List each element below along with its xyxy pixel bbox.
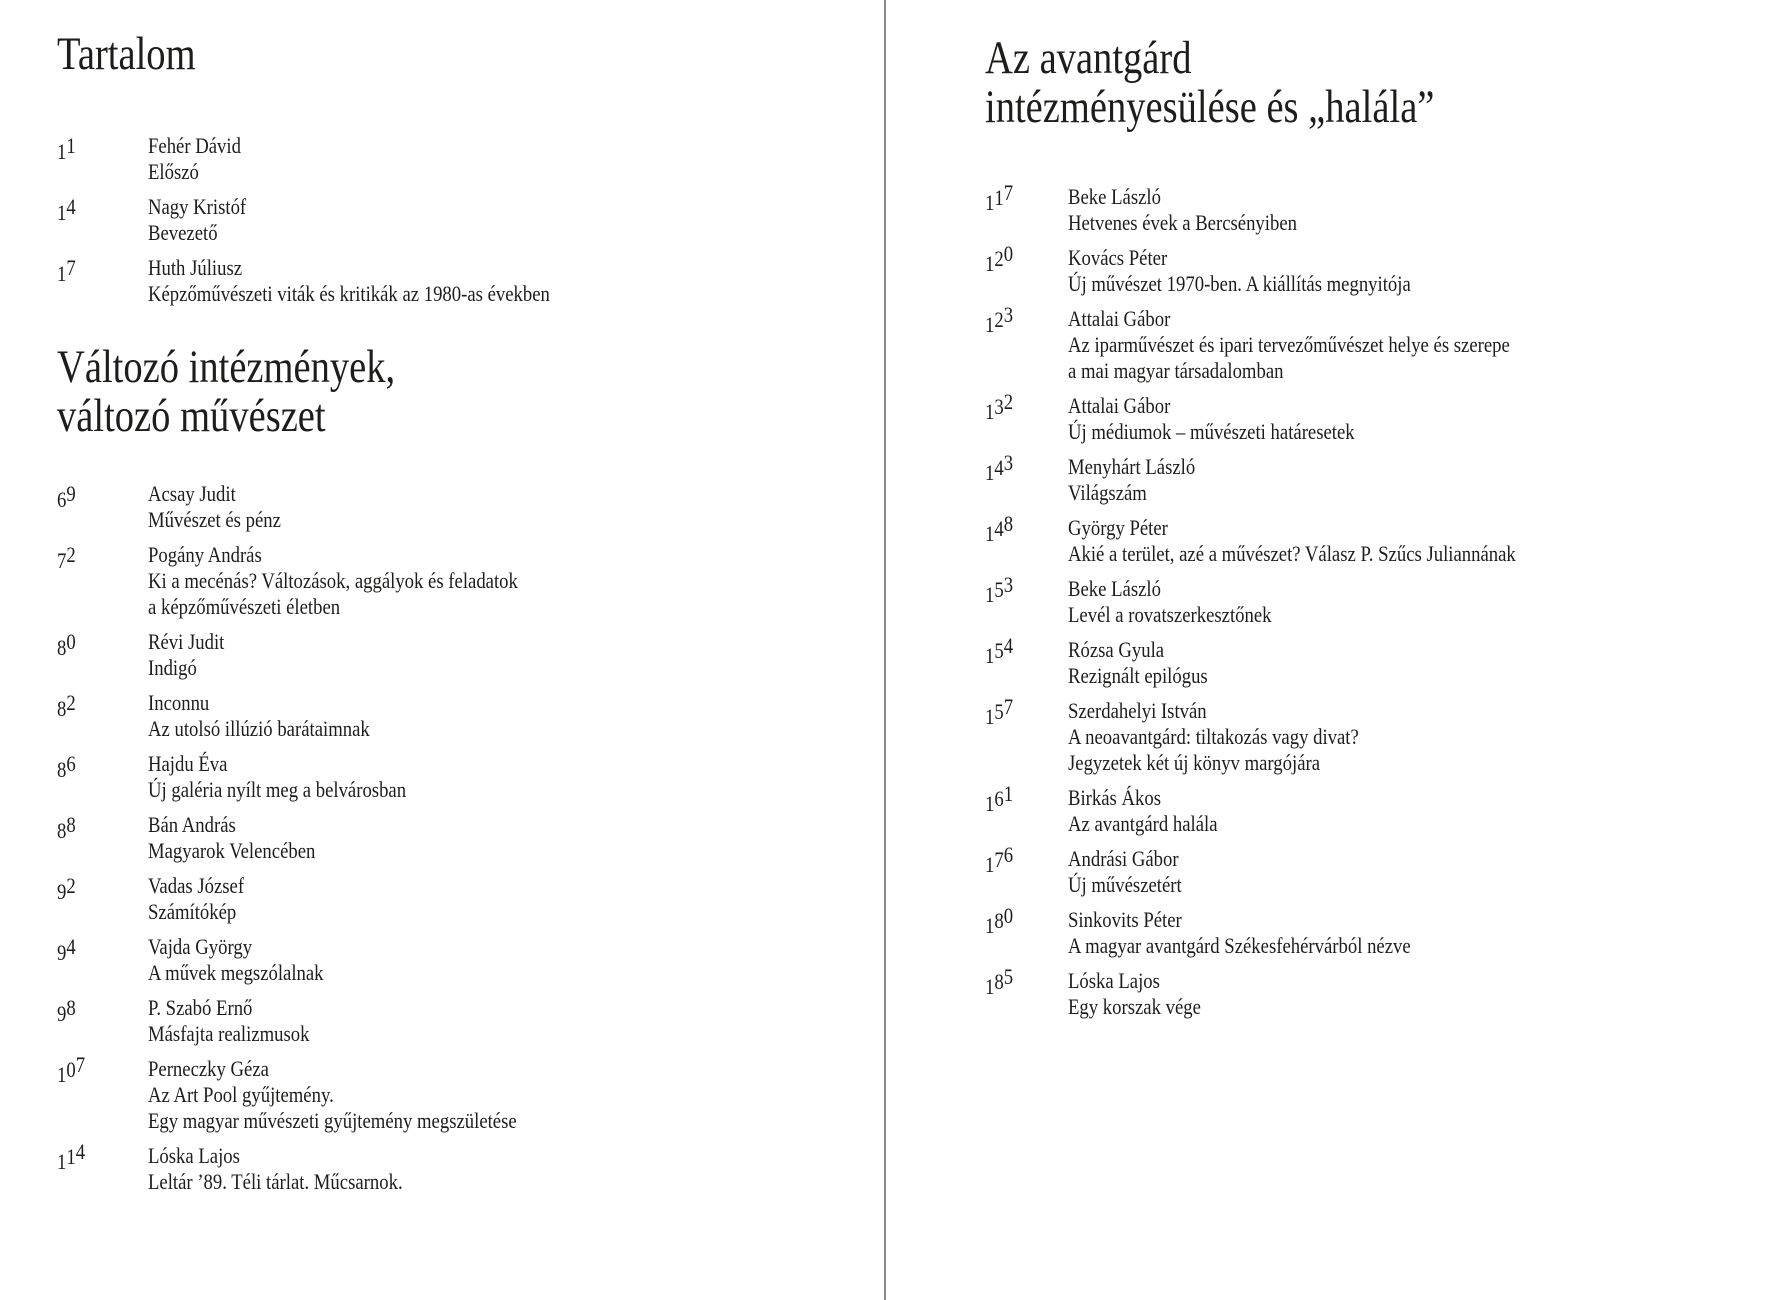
toc-entry bbox=[57, 481, 847, 533]
entry-title-line: Az utolsó illúzió barátaimnak bbox=[148, 716, 370, 741]
toc-entry bbox=[985, 180, 1755, 236]
page-number: 94 bbox=[57, 934, 76, 965]
toc-entry bbox=[985, 694, 1755, 776]
entry-author: Kovács Péter bbox=[1068, 245, 1168, 270]
toc-entry bbox=[57, 629, 847, 681]
page-number: 98 bbox=[57, 995, 76, 1026]
entry-text bbox=[148, 1143, 403, 1195]
entry-title-line: Leltár ’89. Téli tárlat. Műcsarnok. bbox=[148, 1169, 403, 1194]
page-number: 157 bbox=[985, 694, 1014, 729]
page-number: 72 bbox=[57, 542, 76, 573]
entry-title-line: Új médiumok – művészeti határesetek bbox=[1068, 419, 1355, 444]
toc-entry bbox=[985, 389, 1755, 445]
entry-author: Menyhárt László bbox=[1068, 454, 1196, 479]
entry-text bbox=[1068, 393, 1355, 445]
toc-entry bbox=[57, 995, 847, 1047]
entry-title-lines bbox=[148, 716, 370, 742]
entry-title-line: Számítókép bbox=[148, 899, 237, 924]
title-line: Az avantgárd bbox=[985, 32, 1192, 84]
entry-title-line: Az iparművészet és ipari tervezőművészet helye és szerepe bbox=[1068, 332, 1510, 357]
entry-author: Perneczky Géza bbox=[148, 1056, 269, 1081]
entry-title-line: a képzőművészeti életben bbox=[148, 594, 341, 619]
entry-title-lines bbox=[148, 568, 518, 620]
entry-author: Birkás Ákos bbox=[1068, 785, 1161, 810]
page-number: 185 bbox=[985, 964, 1014, 999]
entry-title-lines bbox=[148, 507, 281, 533]
entry-author: Lóska Lajos bbox=[1068, 968, 1160, 993]
left-page-title: Tartalom bbox=[57, 28, 196, 80]
entry-text bbox=[148, 995, 310, 1047]
entry-text bbox=[1068, 306, 1510, 384]
entry-text bbox=[1068, 184, 1297, 236]
entry-title-lines bbox=[1068, 994, 1201, 1020]
toc-entry bbox=[57, 751, 847, 803]
entry-author: Beke László bbox=[1068, 576, 1161, 601]
entry-title-line: Rezignált epilógus bbox=[1068, 663, 1208, 688]
toc-entry bbox=[57, 1052, 847, 1134]
title-line: Változó intézmények, bbox=[57, 341, 396, 393]
toc-entry bbox=[57, 812, 847, 864]
entry-title-line: Képzőművészeti viták és kritikák az 1980-as években bbox=[148, 281, 550, 306]
entry-text bbox=[148, 812, 315, 864]
toc-entry bbox=[57, 1139, 847, 1195]
toc-list-section bbox=[57, 481, 847, 1195]
toc-entry bbox=[57, 690, 847, 742]
entry-text bbox=[1068, 245, 1411, 297]
entry-author: Huth Júliusz bbox=[148, 255, 243, 280]
entry-text bbox=[1068, 515, 1516, 567]
toc-list-avantgarde bbox=[985, 180, 1755, 1020]
entry-title-line: A neoavantgárd: tiltakozás vagy divat? bbox=[1068, 724, 1359, 749]
entry-text bbox=[1068, 785, 1218, 837]
entry-author: Hajdu Éva bbox=[148, 751, 228, 776]
entry-text bbox=[1068, 968, 1201, 1020]
page-number: 86 bbox=[57, 751, 76, 782]
entry-title-line: Magyarok Velencében bbox=[148, 838, 316, 863]
page-divider bbox=[884, 0, 886, 1300]
entry-title-lines bbox=[1068, 933, 1411, 959]
entry-text bbox=[148, 934, 324, 986]
entry-title-lines bbox=[1068, 271, 1411, 297]
page-number: 14 bbox=[57, 194, 76, 225]
entry-author: György Péter bbox=[1068, 515, 1168, 540]
entry-text bbox=[148, 1056, 517, 1134]
entry-title-line: Világszám bbox=[1068, 480, 1147, 505]
entry-title-line: A művek megszólalnak bbox=[148, 960, 324, 985]
page-number: 123 bbox=[985, 302, 1014, 337]
entry-title-line: Művészet és pénz bbox=[148, 507, 281, 532]
entry-title-line: Ki a mecénás? Változások, aggályok és feladatok bbox=[148, 568, 518, 593]
entry-author: Acsay Judit bbox=[148, 481, 236, 506]
entry-title-lines bbox=[1068, 419, 1355, 445]
entry-author: Nagy Kristóf bbox=[148, 194, 247, 219]
entry-title-line: Jegyzetek két új könyv margójára bbox=[1068, 750, 1321, 775]
entry-title-lines bbox=[148, 655, 224, 681]
entry-title-line: Levél a rovatszerkesztőnek bbox=[1068, 602, 1272, 627]
entry-title-lines bbox=[148, 281, 550, 307]
entry-author: Rózsa Gyula bbox=[1068, 637, 1165, 662]
entry-title-line: Egy magyar művészeti gyűjtemény megszületése bbox=[148, 1108, 517, 1133]
page-number: 114 bbox=[57, 1139, 86, 1174]
section-title bbox=[57, 343, 705, 441]
toc-entry bbox=[985, 241, 1755, 297]
entry-title-lines bbox=[148, 899, 244, 925]
entry-title-lines bbox=[1068, 724, 1359, 776]
title-line: változó művészet bbox=[57, 390, 326, 442]
page-number: 82 bbox=[57, 690, 76, 721]
entry-title-lines bbox=[148, 159, 241, 185]
page-number: 132 bbox=[985, 389, 1014, 424]
title-line: intézményesülése és „halála” bbox=[985, 81, 1435, 133]
entry-author: Lóska Lajos bbox=[148, 1143, 240, 1168]
toc-entry bbox=[985, 903, 1755, 959]
entry-title-lines bbox=[1068, 663, 1208, 689]
entry-title-lines bbox=[1068, 210, 1297, 236]
entry-title-lines bbox=[148, 1082, 517, 1134]
entry-author: Attalai Gábor bbox=[1068, 393, 1171, 418]
toc-entry bbox=[985, 572, 1755, 628]
entry-author: Andrási Gábor bbox=[1068, 846, 1179, 871]
page-number: 153 bbox=[985, 572, 1014, 607]
entry-title-line: Új galéria nyílt meg a belvárosban bbox=[148, 777, 407, 802]
page-number: 92 bbox=[57, 873, 76, 904]
entry-title-lines bbox=[148, 1169, 403, 1195]
entry-author: Fehér Dávid bbox=[148, 133, 241, 158]
entry-text bbox=[148, 542, 518, 620]
entry-title-lines bbox=[1068, 872, 1182, 898]
entry-text bbox=[148, 194, 246, 246]
page-number: 176 bbox=[985, 842, 1014, 877]
toc-entry bbox=[57, 934, 847, 986]
entry-author: Attalai Gábor bbox=[1068, 306, 1171, 331]
entry-author: Révi Judit bbox=[148, 629, 225, 654]
toc-entry bbox=[985, 964, 1755, 1020]
page-number: 120 bbox=[985, 241, 1014, 276]
page-number: 117 bbox=[985, 180, 1014, 215]
entry-author: Vadas József bbox=[148, 873, 245, 898]
page-number: 80 bbox=[57, 629, 76, 660]
entry-text bbox=[148, 690, 370, 742]
entry-text bbox=[148, 255, 550, 307]
entry-author: Bán András bbox=[148, 812, 236, 837]
page-number: 143 bbox=[985, 450, 1014, 485]
entry-text bbox=[1068, 454, 1195, 506]
entry-text bbox=[148, 133, 241, 185]
page-number: 11 bbox=[57, 133, 76, 164]
page-number: 161 bbox=[985, 781, 1014, 816]
right-page-title bbox=[985, 34, 1616, 132]
page-number: 88 bbox=[57, 812, 76, 843]
entry-title-line: a mai magyar társadalomban bbox=[1068, 358, 1284, 383]
entry-text bbox=[1068, 846, 1182, 898]
entry-title-line: Hetvenes évek a Bercsényiben bbox=[1068, 210, 1297, 235]
entry-text bbox=[1068, 637, 1208, 689]
toc-entry bbox=[57, 194, 847, 246]
entry-title-line: Az avantgárd halála bbox=[1068, 811, 1218, 836]
toc-entry bbox=[985, 781, 1755, 837]
entry-title-line: Új művészet 1970-ben. A kiállítás megnyitója bbox=[1068, 271, 1411, 296]
entry-title-line: Egy korszak vége bbox=[1068, 994, 1201, 1019]
entry-title-lines bbox=[1068, 480, 1195, 506]
entry-text bbox=[1068, 907, 1411, 959]
entry-title-line: Előszó bbox=[148, 159, 199, 184]
entry-author: Vajda György bbox=[148, 934, 253, 959]
right-page bbox=[985, 34, 1755, 1020]
toc-list-front bbox=[57, 133, 847, 307]
entry-title-lines bbox=[148, 838, 315, 864]
page-number: 180 bbox=[985, 903, 1014, 938]
toc-entry bbox=[985, 302, 1755, 384]
page-number: 107 bbox=[57, 1052, 86, 1087]
toc-entry bbox=[57, 873, 847, 925]
entry-author: Sinkovits Péter bbox=[1068, 907, 1182, 932]
entry-title-lines bbox=[1068, 332, 1510, 384]
entry-text bbox=[148, 481, 281, 533]
entry-title-line: Bevezető bbox=[148, 220, 218, 245]
entry-title-line: Indigó bbox=[148, 655, 197, 680]
entry-title-lines bbox=[148, 1021, 310, 1047]
toc-entry bbox=[985, 842, 1755, 898]
entry-author: Pogány András bbox=[148, 542, 262, 567]
page-number: 17 bbox=[57, 255, 76, 286]
entry-title-line: Az Art Pool gyűjtemény. bbox=[148, 1082, 334, 1107]
entry-text bbox=[148, 629, 224, 681]
entry-title-line: Akié a terület, azé a művészet? Válasz P. Szűcs Juliannának bbox=[1068, 541, 1516, 566]
entry-author: Inconnu bbox=[148, 690, 210, 715]
page-number: 148 bbox=[985, 511, 1014, 546]
entry-author: P. Szabó Ernő bbox=[148, 995, 253, 1020]
toc-entry bbox=[985, 450, 1755, 506]
left-page bbox=[57, 30, 847, 1195]
entry-title-line: A magyar avantgárd Székesfehérvárból nézve bbox=[1068, 933, 1411, 958]
entry-title-line: Új művészetért bbox=[1068, 872, 1182, 897]
entry-title-lines bbox=[148, 777, 406, 803]
toc-entry bbox=[985, 633, 1755, 689]
toc-entry bbox=[57, 542, 847, 620]
entry-text bbox=[1068, 698, 1359, 776]
entry-text bbox=[1068, 576, 1272, 628]
entry-title-lines bbox=[148, 220, 246, 246]
toc-entry bbox=[985, 511, 1755, 567]
entry-title-lines bbox=[148, 960, 324, 986]
entry-author: Szerdahelyi István bbox=[1068, 698, 1207, 723]
entry-text bbox=[148, 873, 244, 925]
toc-entry bbox=[57, 255, 847, 307]
entry-author: Beke László bbox=[1068, 184, 1161, 209]
entry-title-line: Másfajta realizmusok bbox=[148, 1021, 310, 1046]
entry-text bbox=[148, 751, 406, 803]
entry-title-lines bbox=[1068, 541, 1516, 567]
toc-entry bbox=[57, 133, 847, 185]
page-number: 154 bbox=[985, 633, 1014, 668]
page-number: 69 bbox=[57, 481, 76, 512]
entry-title-lines bbox=[1068, 602, 1272, 628]
entry-title-lines bbox=[1068, 811, 1218, 837]
